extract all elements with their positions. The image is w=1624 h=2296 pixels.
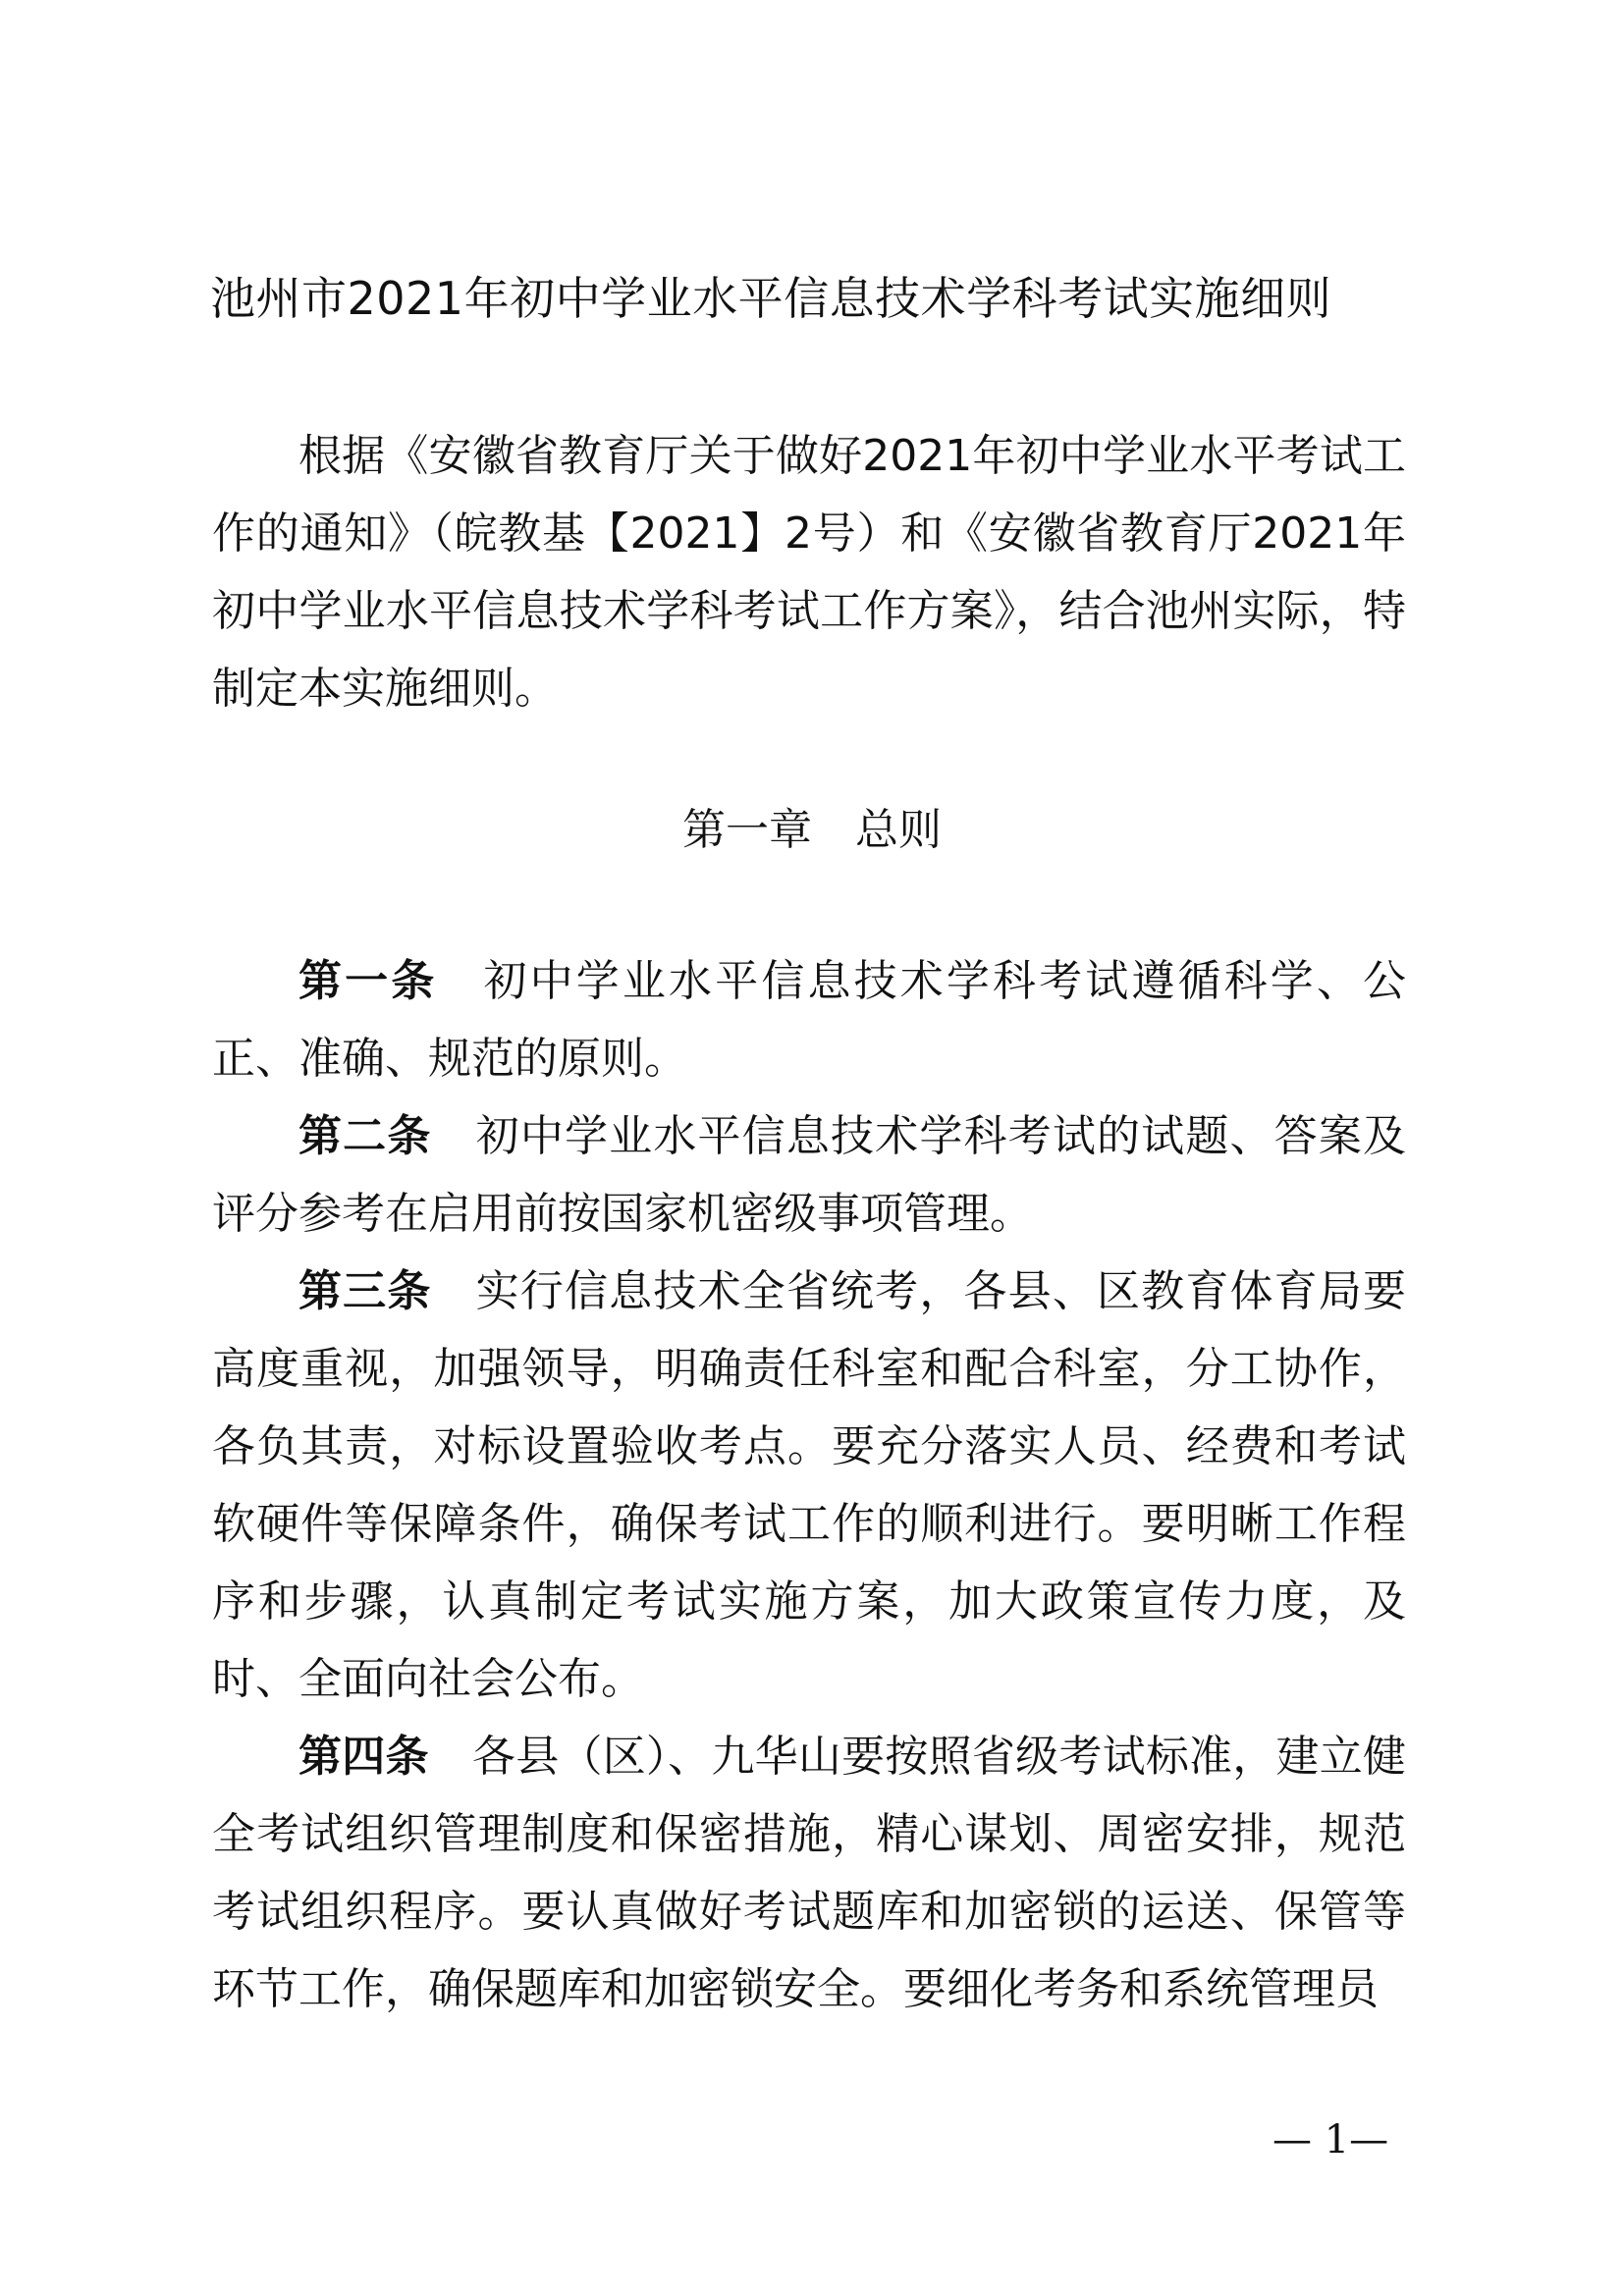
article-3: [212, 1253, 1406, 1718]
intro-paragraph: 根据《安徽省教育厅关于做好2021年初中学业水平考试工作的通知》（皖教基【2021】2号）和《安徽省教育厅2021年初中学业水平信息技术学科考试工作方案》，结合池州实际，特制定本实施细则。: [212, 431, 1406, 714]
article-2: [212, 1097, 1406, 1253]
article-1: [212, 942, 1406, 1097]
article-label: 第二条: [298, 1111, 432, 1161]
article-4: [212, 1718, 1406, 2028]
article-text: 初中学业水平信息技术学科考试遵循科学、公正、准确、规范的原则。: [212, 956, 1407, 1084]
article-text: 初中学业水平信息技术学科考试的试题、答案及评分参考在启用前按国家机密级事项管理。: [212, 1111, 1406, 1239]
article-text: 实行信息技术全省统考，各县、区教育体育局要高度重视，加强领导，明确责任科室和配合科室，分工协作，各负其责，对标设置验收考点。要充分落实人员、经费和考试软硬件等保障条件，确保考试工作的顺利进行。要明晰工作程序和步骤，认真制定考试实施方案，加大政策宣传力度，及时、全面向社会公布。: [212, 1266, 1406, 1704]
article-label: 第四条: [298, 1732, 429, 1782]
article-label: 第三条: [298, 1266, 432, 1316]
article-text: 各县（区）、九华山要按照省级考试标准，建立健全考试组织管理制度和保密措施，精心谋划、周密安排，规范考试组织程序。要认真做好考试题库和加密锁的运送、保管等环节工作，确保题库和加密锁安全。要细化考务和系统管理员: [212, 1732, 1407, 2014]
articles-section: [212, 942, 1406, 2028]
page-number: — 1—: [1272, 2117, 1389, 2163]
article-label: 第一条: [298, 956, 438, 1006]
document-title: 池州市2021年初中学业水平信息技术学科考试实施细则: [210, 272, 1332, 325]
chapter-heading: 第一章 总则: [682, 805, 942, 855]
